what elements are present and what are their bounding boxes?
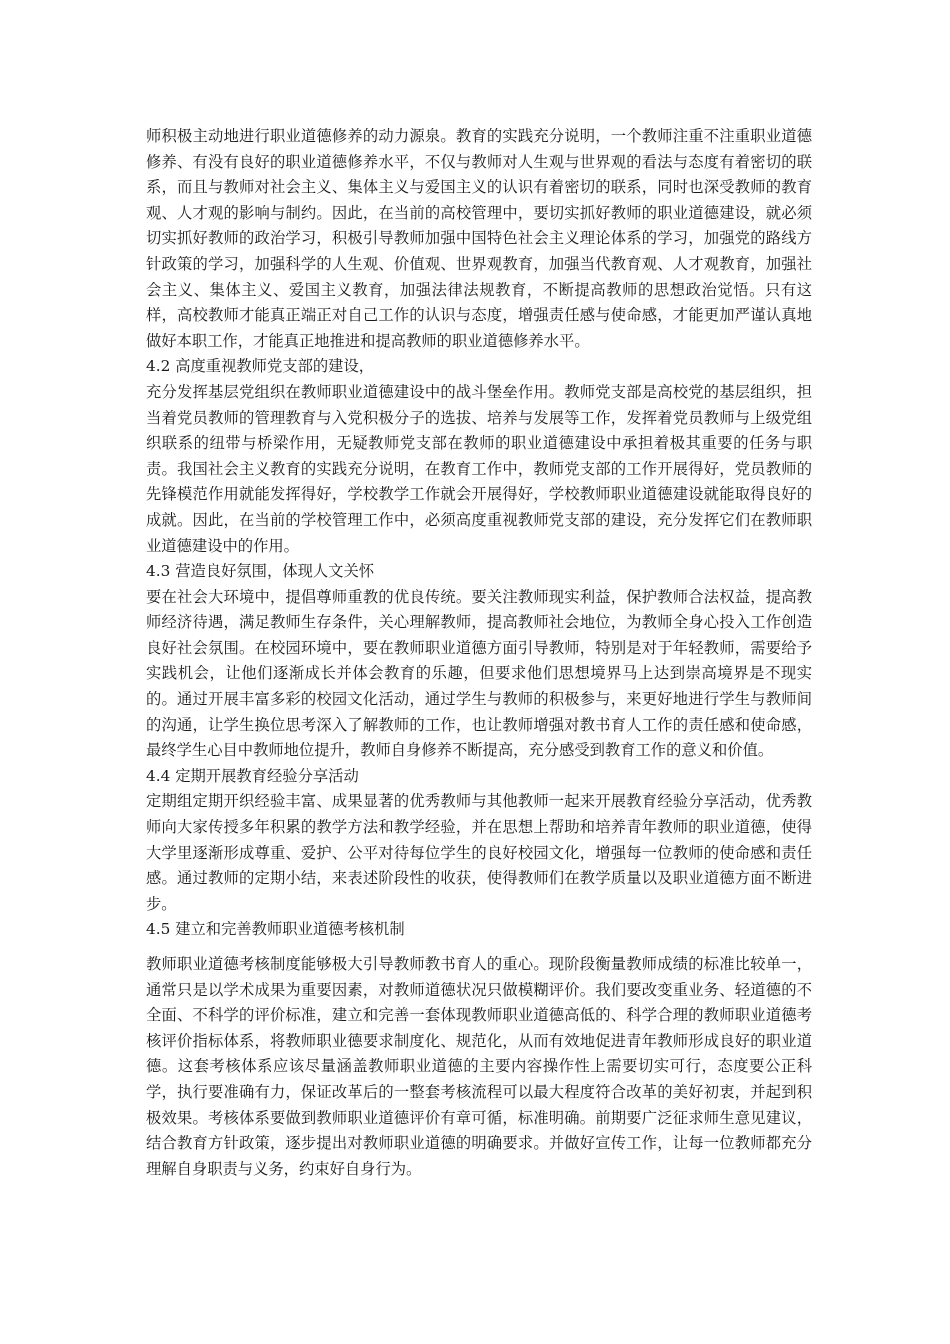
section-heading-4-5: 4.5 建立和完善教师职业道德考核机制: [146, 920, 405, 939]
section-heading-4-2: 4.2 高度重视教师党支部的建设，: [146, 357, 375, 376]
paragraph-political-study: 师积极主动地进行职业道德修养的动力源泉。教育的实践充分说明，一个教师注重不注重职业道德修养、有没有良好的职业道德修养水平，不仅与教师对人生观与世界观的看法与态度有着密切的联系，而且与教师对社会主义、集体主义与爱国主义的认识有着密切的联系，同时也深受教师的教育观、人才观的影响与制约。因此，在当前的高校管理中，要切实抓好教师的职业道德建设，就必须切实抓好教师的政治学习，积极引导教师加强中国特色社会主义理论体系的学习，加强党的路线方针政策的学习，加强科学的人生观、价值观、世界观教育，加强当代教育观、人才观教育，加强社会主义、集体主义、爱国主义教育，加强法律法规教育，不断提高教师的思想政治觉悟。只有这样，高校教师才能真正端正对自己工作的认识与态度，增强责任感与使命感，才能更加严谨认真地做好本职工作，才能真正地推进和提高教师的职业道德修养水平。: [146, 127, 812, 350]
paragraph-humanistic-care: 要在社会大环境中，提倡尊师重教的优良传统。要关注教师现实利益，保护教师合法权益，提高教师经济待遇，满足教师生存条件，关心理解教师，提高教师社会地位，为教师全身心投入工作创造良好社会氛围。在校园环境中，要在教师职业道德方面引导教师，特别是对于年轻教师，需要给予实践机会，让他们逐渐成长并体会教育的乐趣，但要求他们思想境界马上达到崇高境界是不现实的。通过开展丰富多彩的校园文化活动，通过学生与教师的积极参与，来更好地进行学生与教师间的沟通，让学生换位思考深入了解教师的工作，也让教师增强对教书育人工作的责任感和使命感，最终学生心目中教师地位提升，教师自身修养不断提高，充分感受到教育工作的意义和价值。: [146, 587, 812, 760]
paragraph-evaluation-mechanism: 教师职业道德考核制度能够极大引导教师教书育人的重心。现阶段衡量教师成绩的标准比较单一，通常只是以学术成果为重要因素，对教师道德状况只做模糊评价。我们要改变重业务、轻道德的不全面、不科学的评价标准，建立和完善一套体现教师职业道德高低的、科学合理的教师职业道德考核评价指标体系，将教师职业德要求制度化、规范化，从而有效地促进青年教师形成良好的职业道德。这套考核体系应该尽量涵盖教师职业道德的主要内容操作性上需要切实可行，态度要公正科学，执行要准确有力，保证改革后的一整套考核流程可以最大程度符合改革的美好初衷，并起到积极效果。考核体系要做到教师职业道德评价有章可循，标准明确。前期要广泛征求师生意见建议，结合教育方针政策，逐步提出对教师职业道德的明确要求。并做好宣传工作，让每一位教师都充分理解自身职责与义务，约束好自身行为。: [146, 955, 812, 1178]
section-heading-4-3: 4.3 营造良好氛围，体现人文关怀: [146, 562, 375, 581]
paragraph-experience-sharing: 定期组定期开织经验丰富、成果显著的优秀教师与其他教师一起来开展教育经验分享活动，优秀教师向大家传授多年积累的教学方法和教学经验，并在思想上帮助和培养青年教师的职业道德，使得大学里逐渐形成尊重、爱护、公平对待每位学生的良好校园文化，增强每一位教师的使命感和责任感。通过教师的定期小结，来表述阶段性的收获，使得教师们在教学质量以及职业道德方面不断进步。: [146, 792, 812, 913]
section-heading-4-4: 4.4 定期开展教育经验分享活动: [146, 766, 359, 785]
paragraph-party-branch: 充分发挥基层党组织在教师职业道德建设中的战斗堡垒作用。教师党支部是高校党的基层组织，担当着党员教师的管理教育与入党积极分子的选拔、培养与发展等工作，发挥着党员教师与上级党组织联系的纽带与桥梁作用，无疑教师党支部在教师的职业道德建设中承担着极其重要的任务与职责。我国社会主义教育的实践充分说明，在教育工作中，教师党支部的工作开展得好，党员教师的先锋模范作用就能发挥得好，学校教学工作就会开展得好，学校教师职业道德建设就能取得良好的成就。因此，在当前的学校管理工作中，必须高度重视教师党支部的建设，充分发挥它们在教师职业道德建设中的作用。: [146, 382, 812, 555]
document-body: [146, 124, 812, 1182]
